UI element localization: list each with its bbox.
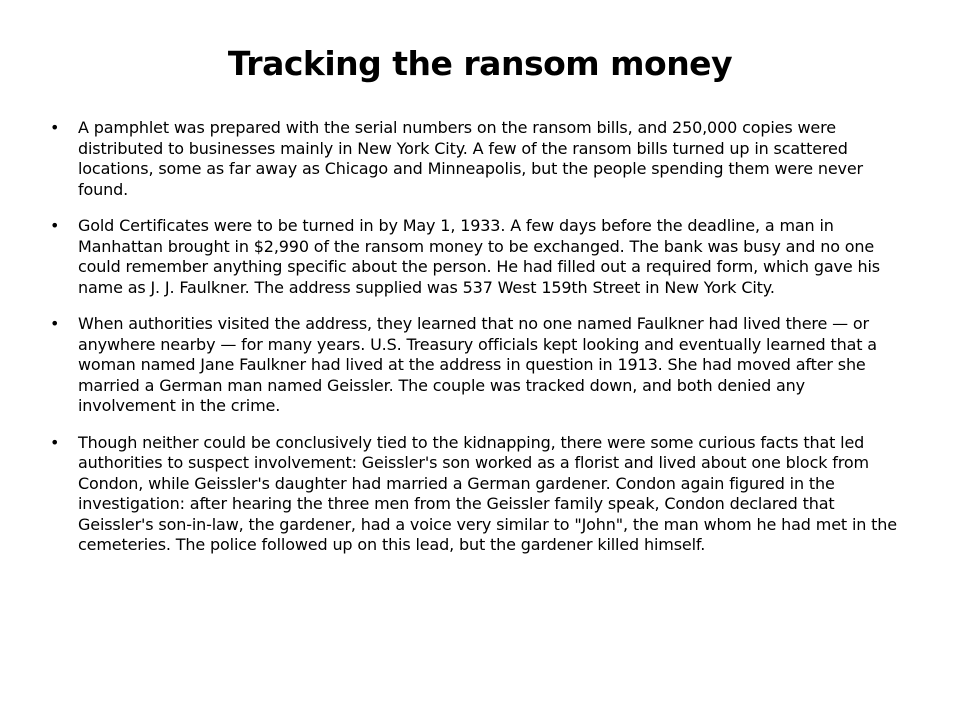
- bullet-item-pamphlet: [48, 118, 898, 200]
- bullet-text: A pamphlet was prepared with the serial numbers on the ransom bills, and 250,000 copies were distributed to businesses mainly in New York City. A few of the ransom bills turned up in scattered locations, some as far away as Chicago and Minneapolis, but the people spending them were never found.: [78, 118, 863, 199]
- bullet-glyph: •: [50, 432, 60, 452]
- bullet-item-gold-certificates: [48, 216, 898, 298]
- bullet-text: Gold Certificates were to be turned in by May 1, 1933. A few days before the deadline, a man in Manhattan brought in $2,990 of the ransom money to be exchanged. The bank was busy and no one could remember anything specific about the person. He had filled out a required form, which gave his name as J. J. Faulkner. The address supplied was 537 West 159th Street in New York City.: [78, 216, 880, 297]
- bullet-list: [48, 118, 898, 572]
- bullet-text: Though neither could be conclusively tied to the kidnapping, there were some curious facts that led authorities to suspect involvement: Geissler's son worked as a florist and lived about one block from Condon, while Geissler's daughter had married a German gardener. Condon again figured in the investigation: after hearing the three men from the Geissler family speak, Condon declared that Geissler's son-in-law, the gardener, had a voice very similar to "John", the man whom he had met in the cemeteries. The police followed up on this lead, but the gardener killed himself.: [78, 432, 897, 554]
- bullet-item-faulkner-address: [48, 314, 898, 417]
- bullet-item-geissler-family: [48, 433, 898, 556]
- bullet-text: When authorities visited the address, they learned that no one named Faulkner had lived there — or anywhere nearby — for many years. U.S. Treasury officials kept looking and eventually learned that a woman named Jane Faulkner had lived at the address in question in 1913. She had moved after she married a German man named Geissler. The couple was tracked down, and both denied any involvement in the crime.: [78, 314, 877, 415]
- slide-title: Tracking the ransom money: [227, 44, 733, 83]
- bullet-glyph: •: [50, 118, 60, 137]
- bullet-glyph: •: [50, 314, 60, 333]
- bullet-glyph: •: [50, 216, 60, 235]
